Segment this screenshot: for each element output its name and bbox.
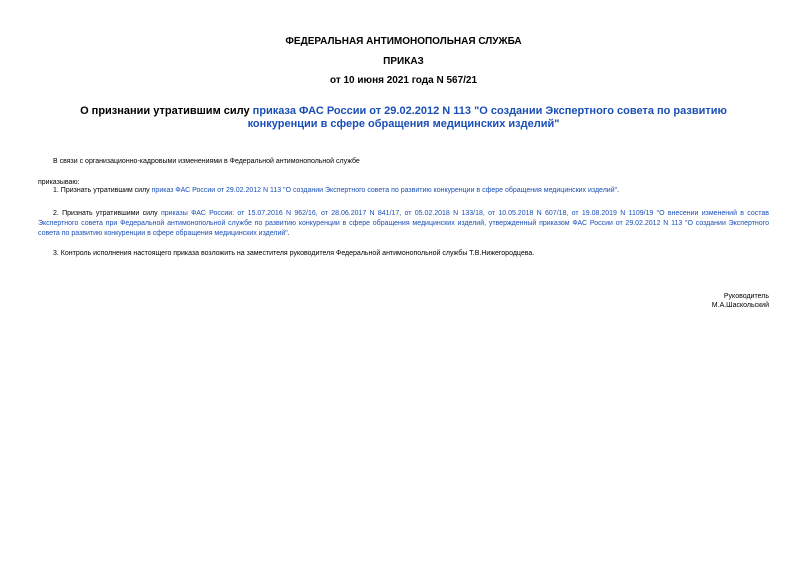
signatory-role: Руководитель: [723, 293, 769, 300]
intro-paragraph: В связи с организационно-кадровыми изменениями в Федеральной антимонопольной службе: [53, 158, 360, 165]
item-1-order-link[interactable]: приказ ФАС России от 29.02.2012 N 113 "О создании Экспертного совета по развитию конкуренции в сфере обращения медицинских изделий": [151, 187, 618, 194]
signatory-name: М.А.Шаскольский: [711, 302, 769, 309]
item-2-suffix: .: [287, 230, 290, 237]
item-1-suffix: .: [617, 187, 620, 194]
item-1-paragraph: [53, 186, 773, 196]
title-order-link[interactable]: приказа ФАС России от 29.02.2012 N 113 "О создании Экспертного совета по развитию конкуренции в сфере обращения медицинских изделий": [247, 105, 727, 130]
document-title: [50, 105, 757, 131]
item-2-paragraph: [38, 209, 769, 239]
item-2-prefix: 2. Признать утратившими силу: [53, 210, 161, 217]
agency-name: ФЕДЕРАЛЬНАЯ АНТИМОНОПОЛЬНАЯ СЛУЖБА: [285, 36, 522, 47]
document-type: ПРИКАЗ: [383, 56, 424, 67]
item-1-prefix: 1. Признать утратившим силу: [53, 187, 152, 194]
document-date-number: от 10 июня 2021 года N 567/21: [329, 75, 478, 86]
order-word: приказываю:: [38, 179, 80, 186]
item-2-orders-link[interactable]: приказы ФАС России: от 15.07.2016 N 962/16, от 28.06.2017 N 841/17, от 05.02.2018 N 133/18, от 10.05.2018 N 607/18, от 19.08.2019 N 1109/19 "О внесении изменений в состав Экспертного совета при Федеральной антимонопольной службе по развитию конкуренции в сфере обращения медицинских изделий, утвержденный приказом ФАС России от 29.02.2012 N 113 "О создании Экспертного совета по развитию конкуренции в сфере обращения медицинских изделий": [38, 210, 769, 237]
title-prefix: О признании утратившим силу: [80, 105, 253, 117]
item-3-paragraph: 3. Контроль исполнения настоящего приказа возложить на заместителя руководителя Федеральной антимонопольной службы Т.В.Нижегородцева.: [53, 250, 535, 257]
